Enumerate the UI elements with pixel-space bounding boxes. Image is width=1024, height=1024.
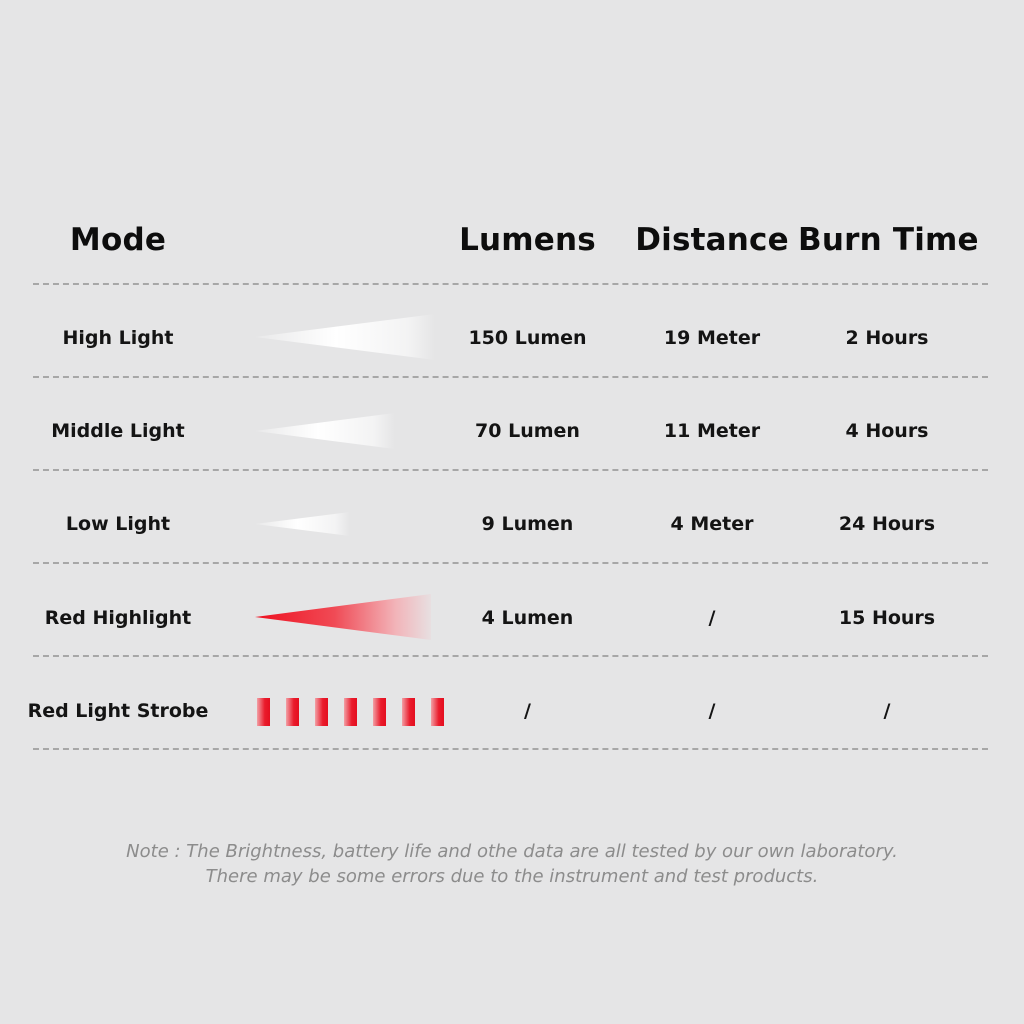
red-strobe-bars-icon [257, 698, 457, 726]
table-row-red-highlight [0, 572, 1024, 665]
burn-time-value: 4 Hours [845, 420, 929, 442]
mode-label: Red Highlight [44, 607, 192, 629]
header-lumens: Lumens [459, 222, 596, 258]
red-light-beam-icon [255, 594, 431, 640]
strobe-bar [431, 698, 444, 726]
white-light-beam-icon [255, 314, 435, 360]
lumens-value: 9 Lumen [481, 513, 574, 535]
white-light-beam-icon [255, 413, 395, 449]
strobe-bar [286, 698, 299, 726]
row-divider [33, 655, 988, 657]
distance-value: 11 Meter [663, 420, 761, 442]
lumens-value: 70 Lumen [475, 420, 580, 442]
table-row-red-light-strobe [0, 665, 1024, 758]
header-distance: Distance [635, 222, 789, 258]
white-light-beam-icon [255, 512, 350, 536]
lumens-value: 4 Lumen [481, 607, 574, 629]
lumens-value: / [524, 700, 531, 722]
distance-value: 4 Meter [670, 513, 754, 535]
row-divider [33, 376, 988, 378]
burn-time-value: / [883, 700, 891, 722]
burn-time-value: 15 Hours [838, 607, 936, 629]
strobe-bar [373, 698, 386, 726]
distance-value: 19 Meter [663, 327, 761, 349]
mode-label: High Light [62, 327, 174, 349]
burn-time-value: 2 Hours [845, 327, 929, 349]
table-row-middle-light [0, 385, 1024, 478]
row-divider [33, 748, 988, 750]
lumens-value: 150 Lumen [468, 327, 587, 349]
burn-time-value: 24 Hours [838, 513, 936, 535]
disclaimer-note-line-1: Note : The Brightness, battery life and othe data are all tested by our own laboratory. [126, 841, 898, 862]
distance-value: / [708, 700, 716, 722]
distance-value: / [708, 607, 716, 629]
table-row-high-light [0, 292, 1024, 385]
header-mode: Mode [69, 222, 167, 258]
strobe-bar [402, 698, 415, 726]
mode-label: Middle Light [51, 420, 185, 442]
strobe-bar [315, 698, 328, 726]
row-divider [33, 469, 988, 471]
disclaimer-note-line-2: There may be some errors due to the instrument and test products. [205, 866, 819, 887]
mode-label: Low Light [65, 513, 171, 535]
table-row-low-light [0, 478, 1024, 571]
header-burn-time: Burn Time [798, 222, 979, 258]
row-divider [33, 283, 988, 285]
strobe-bar [344, 698, 357, 726]
row-divider [33, 562, 988, 564]
strobe-bar [257, 698, 270, 726]
mode-label: Red Light Strobe [27, 700, 209, 722]
